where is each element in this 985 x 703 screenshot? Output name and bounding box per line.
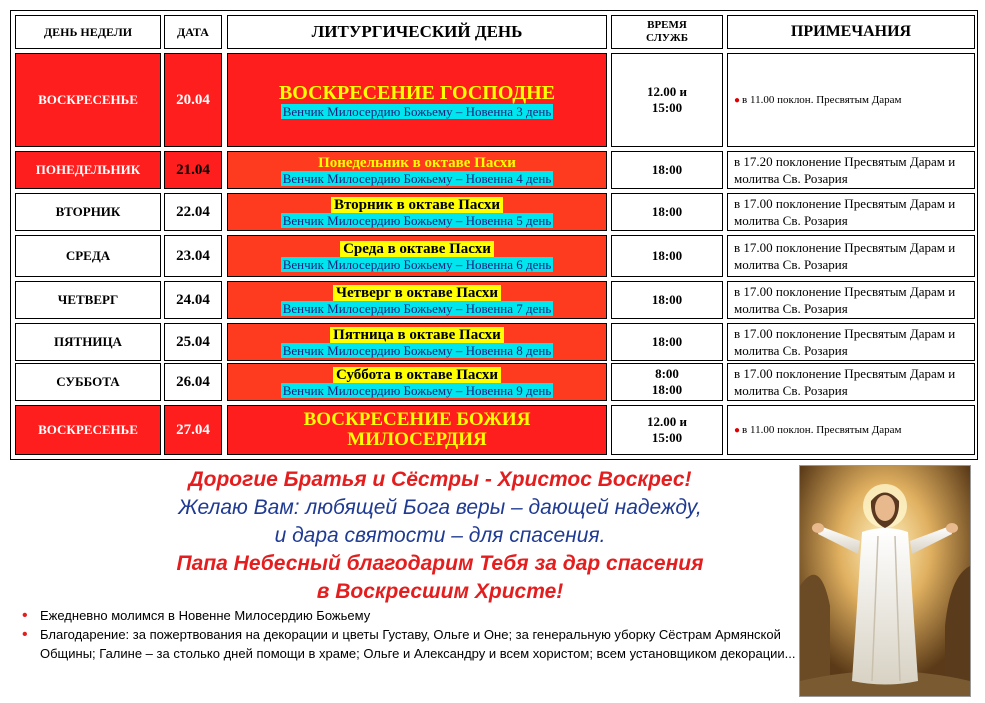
- row-time: 18:00: [611, 323, 723, 361]
- liturgical-title: ВОСКРЕСЕНИЕ БОЖИЯ МИЛОСЕРДИЯ: [303, 409, 531, 450]
- row-day: ВОСКРЕСЕНЬЕ: [15, 53, 161, 147]
- row-note: в 17.00 поклонение Пресвятым Дарам и молитва Св. Розария: [727, 281, 975, 319]
- novena-label: Венчик Милосердию Божьему – Новенна 5 день: [282, 212, 552, 228]
- row-note: в 17.00 поклонение Пресвятым Дарам и молитва Св. Розария: [727, 193, 975, 231]
- row-note: в 17.00 поклонение Пресвятым Дарам и молитва Св. Розария: [727, 323, 975, 361]
- row-day: СУББОТА: [15, 363, 161, 401]
- row-liturgical: [227, 193, 607, 231]
- red-dot-icon: ●: [734, 94, 741, 106]
- header-notes: ПРИМЕЧАНИЯ: [727, 15, 975, 49]
- row-day: ПОНЕДЕЛЬНИК: [15, 151, 161, 189]
- note-text: в 11.00 поклон. Пресвятым Дарам: [742, 423, 902, 436]
- row-time: 8:00 18:00: [611, 363, 723, 401]
- list-item: • Ежедневно молимся в Новенне Милосердию Божьему: [18, 606, 798, 625]
- red-dot-icon: ●: [734, 424, 741, 436]
- row-time: 18:00: [611, 193, 723, 231]
- greeting-line: и дара святости – для спасения.: [274, 524, 606, 547]
- novena-label: Венчик Милосердию Божьему – Новенна 6 день: [282, 256, 552, 272]
- row-liturgical: [227, 323, 607, 361]
- row-time: 12.00 и 15:00: [611, 405, 723, 455]
- header-liturgical: ЛИТУРГИЧЕСКИЙ ДЕНЬ: [227, 15, 607, 49]
- row-time: 18:00: [611, 151, 723, 189]
- row-date: 27.04: [164, 405, 222, 455]
- row-date: 23.04: [164, 235, 222, 277]
- row-day: ВТОРНИК: [15, 193, 161, 231]
- row-time: 12.00 и 15:00: [611, 53, 723, 147]
- row-day: ПЯТНИЦА: [15, 323, 161, 361]
- risen-christ-image: [799, 465, 971, 697]
- row-date: 20.04: [164, 53, 222, 147]
- novena-label: Венчик Милосердию Божьему – Новенна 7 день: [282, 300, 552, 316]
- row-liturgical: [227, 53, 607, 147]
- schedule-table: [10, 10, 978, 460]
- announcements-list: [18, 606, 798, 663]
- row-date: 24.04: [164, 281, 222, 319]
- novena-label: Венчик Милосердию Божьему – Новенна 8 день: [282, 342, 552, 358]
- header-date: ДАТА: [164, 15, 222, 49]
- greeting-line: Желаю Вам: любящей Бога веры – дающей надежду,: [178, 496, 702, 519]
- liturgical-title: Вторник в октаве Пасхи: [331, 197, 503, 213]
- row-day: ЧЕТВЕРГ: [15, 281, 161, 319]
- greeting-line: Дорогие Братья и Сёстры - Христос Воскрес!: [188, 468, 692, 491]
- row-note: [727, 53, 975, 147]
- row-note: в 17.00 поклонение Пресвятым Дарам и молитва Св. Розария: [727, 363, 975, 401]
- note-text: в 11.00 поклон. Пресвятым Дарам: [742, 93, 902, 106]
- greeting-line: Папа Небесный благодарим Тебя за дар спасения: [176, 552, 704, 575]
- risen-christ-icon: [800, 466, 970, 696]
- row-liturgical: [227, 151, 607, 189]
- row-liturgical: [227, 363, 607, 401]
- liturgical-title: ВОСКРЕСЕНИЕ ГОСПОДНЕ: [278, 81, 556, 104]
- row-note: в 17.20 поклонение Пресвятым Дарам и молитва Св. Розария: [727, 151, 975, 189]
- novena-label: Венчик Милосердию Божьему – Новенна 3 день: [282, 103, 552, 119]
- header-day: ДЕНЬ НЕДЕЛИ: [15, 15, 161, 49]
- novena-label: Венчик Милосердию Божьему – Новенна 4 день: [282, 170, 552, 186]
- header-time: ВРЕМЯ СЛУЖБ: [611, 15, 723, 49]
- greeting-line: в Воскресшим Христе!: [316, 580, 564, 603]
- row-note: [727, 405, 975, 455]
- row-liturgical: [227, 235, 607, 277]
- row-day: ВОСКРЕСЕНЬЕ: [15, 405, 161, 455]
- row-date: 22.04: [164, 193, 222, 231]
- row-day: СРЕДА: [15, 235, 161, 277]
- row-liturgical: [227, 405, 607, 455]
- liturgical-title: Четверг в октаве Пасхи: [333, 285, 501, 301]
- liturgical-title: Пятница в октаве Пасхи: [330, 327, 504, 343]
- row-date: 26.04: [164, 363, 222, 401]
- liturgical-title: Понедельник в октаве Пасхи: [318, 154, 516, 171]
- novena-label: Венчик Милосердию Божьему – Новенна 9 день: [282, 382, 552, 398]
- row-date: 25.04: [164, 323, 222, 361]
- liturgical-title: Среда в октаве Пасхи: [340, 241, 494, 257]
- row-note: в 17.00 поклонение Пресвятым Дарам и молитва Св. Розария: [727, 235, 975, 277]
- row-liturgical: [227, 281, 607, 319]
- row-date: 21.04: [164, 151, 222, 189]
- liturgical-title: Суббота в октаве Пасхи: [333, 367, 501, 383]
- list-item: • Благодарение: за пожертвования на декорации и цветы Густаву, Ольге и Оне; за генеральную уборку Сёстрам Армянской Общины; Галине – за столько дней помощи в храме; Ольге и Александру и всем хористом; всем установщиком декорации...: [18, 625, 798, 663]
- row-time: 18:00: [611, 235, 723, 277]
- easter-greeting: [100, 466, 780, 606]
- row-time: 18:00: [611, 281, 723, 319]
